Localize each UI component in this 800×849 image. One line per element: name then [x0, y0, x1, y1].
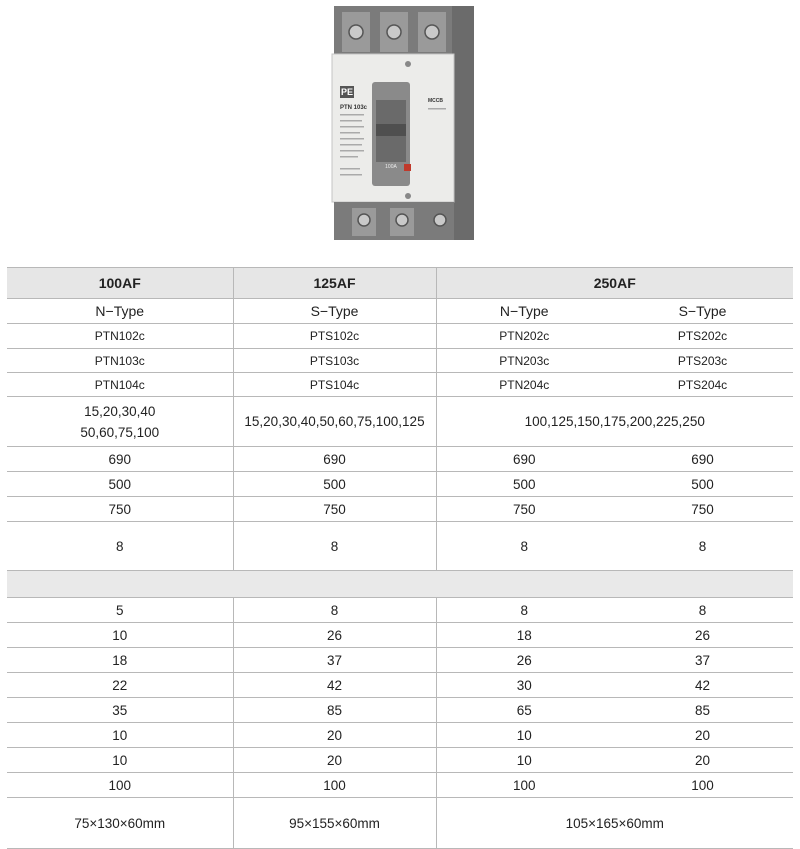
spec-row: [7, 497, 793, 522]
header-125af: 125AF: [233, 268, 436, 299]
model-row: [7, 324, 793, 349]
spec-cell: 22: [7, 673, 233, 698]
model-cell: PTS102c: [233, 324, 436, 349]
section-separator-row: [7, 571, 793, 598]
spec-cell: 35: [7, 698, 233, 723]
spec-cell: 10: [7, 623, 233, 648]
breaking-capacity-row: [7, 598, 793, 623]
breaking-capacity-row: [7, 748, 793, 773]
spec-cell: 5: [7, 598, 233, 623]
model-cell: PTN203c: [436, 349, 612, 373]
type-label: MCCB: [428, 98, 443, 104]
spec-cell: 100: [7, 773, 233, 798]
type-cell: S−Type: [612, 299, 793, 324]
spec-cell: 690: [7, 447, 233, 472]
model-cell: PTS103c: [233, 349, 436, 373]
spec-table: [7, 267, 793, 849]
spec-cell: 500: [233, 472, 436, 497]
model-row: [7, 349, 793, 373]
model-cell: PTN202c: [436, 324, 612, 349]
spec-cell: 10: [7, 723, 233, 748]
spec-cell: 690: [612, 447, 793, 472]
header-250af: 250AF: [436, 268, 793, 299]
header-100af: 100AF: [7, 268, 233, 299]
spec-cell: 750: [436, 497, 612, 522]
spec-cell: 42: [233, 673, 436, 698]
spec-cell: 8: [233, 598, 436, 623]
rating-125af: 15,20,30,40,50,60,75,100,125: [233, 397, 436, 447]
dimension-100af: 75×130×60mm: [7, 798, 233, 849]
rating-100af: [7, 397, 233, 447]
spec-cell: 500: [7, 472, 233, 497]
model-cell: PTS202c: [612, 324, 793, 349]
rating-250af: 100,125,150,175,200,225,250: [436, 397, 793, 447]
spec-row: [7, 472, 793, 497]
brand-mark: PE: [340, 87, 354, 97]
model-cell: PTS203c: [612, 349, 793, 373]
breaking-capacity-row: [7, 648, 793, 673]
spec-cell: 10: [436, 723, 612, 748]
breaking-capacity-row: [7, 723, 793, 748]
spec-cell: 10: [7, 748, 233, 773]
spec-row: [7, 447, 793, 472]
model-cell: PTN102c: [7, 324, 233, 349]
spec-cell: 8: [436, 598, 612, 623]
spec-cell: 20: [233, 748, 436, 773]
spec-cell: 750: [612, 497, 793, 522]
rating-label: 100A: [385, 164, 397, 170]
model-row: [7, 373, 793, 397]
rating-line: 15,20,30,40: [84, 403, 156, 419]
type-cell: S−Type: [233, 299, 436, 324]
spec-cell: 8: [612, 598, 793, 623]
model-cell: PTN104c: [7, 373, 233, 397]
spec-cell: 8: [436, 522, 612, 571]
breaking-capacity-row: [7, 673, 793, 698]
spec-cell: 8: [612, 522, 793, 571]
spec-cell: 500: [612, 472, 793, 497]
spec-cell: 750: [233, 497, 436, 522]
spec-cell: 8: [7, 522, 233, 571]
spec-cell: 690: [233, 447, 436, 472]
circuit-breaker-image: [324, 6, 474, 240]
dimensions-row: [7, 798, 793, 849]
spec-cell: 20: [233, 723, 436, 748]
spec-cell: 100: [612, 773, 793, 798]
spec-cell: 500: [436, 472, 612, 497]
breaking-capacity-row: [7, 773, 793, 798]
dimension-250af: 105×165×60mm: [436, 798, 793, 849]
model-cell: PTN103c: [7, 349, 233, 373]
spec-cell: 85: [612, 698, 793, 723]
spec-cell: 30: [436, 673, 612, 698]
spec-cell: 750: [7, 497, 233, 522]
spec-cell: 65: [436, 698, 612, 723]
frame-header-row: [7, 268, 793, 299]
spec-cell: 37: [612, 648, 793, 673]
dimension-125af: 95×155×60mm: [233, 798, 436, 849]
spec-cell: 20: [612, 748, 793, 773]
spec-cell: 690: [436, 447, 612, 472]
spec-cell: 10: [436, 748, 612, 773]
breaking-capacity-row: [7, 623, 793, 648]
spec-row: [7, 522, 793, 571]
spec-cell: 26: [233, 623, 436, 648]
model-cell: PTN204c: [436, 373, 612, 397]
model-cell: PTS204c: [612, 373, 793, 397]
spec-cell: 18: [7, 648, 233, 673]
spec-cell: 26: [612, 623, 793, 648]
type-cell: N−Type: [7, 299, 233, 324]
type-cell: N−Type: [436, 299, 612, 324]
spec-cell: 42: [612, 673, 793, 698]
spec-cell: 26: [436, 648, 612, 673]
spec-cell: 37: [233, 648, 436, 673]
spec-cell: 8: [233, 522, 436, 571]
rating-line: 50,60,75,100: [80, 424, 160, 440]
model-cell: PTS104c: [233, 373, 436, 397]
type-row: [7, 299, 793, 324]
current-rating-row: [7, 397, 793, 447]
spec-cell: 100: [436, 773, 612, 798]
breaking-capacity-row: [7, 698, 793, 723]
section-separator: [7, 571, 793, 598]
spec-cell: 20: [612, 723, 793, 748]
model-label: PTN 103c: [340, 105, 368, 111]
spec-cell: 100: [233, 773, 436, 798]
spec-cell: 85: [233, 698, 436, 723]
spec-cell: 18: [436, 623, 612, 648]
